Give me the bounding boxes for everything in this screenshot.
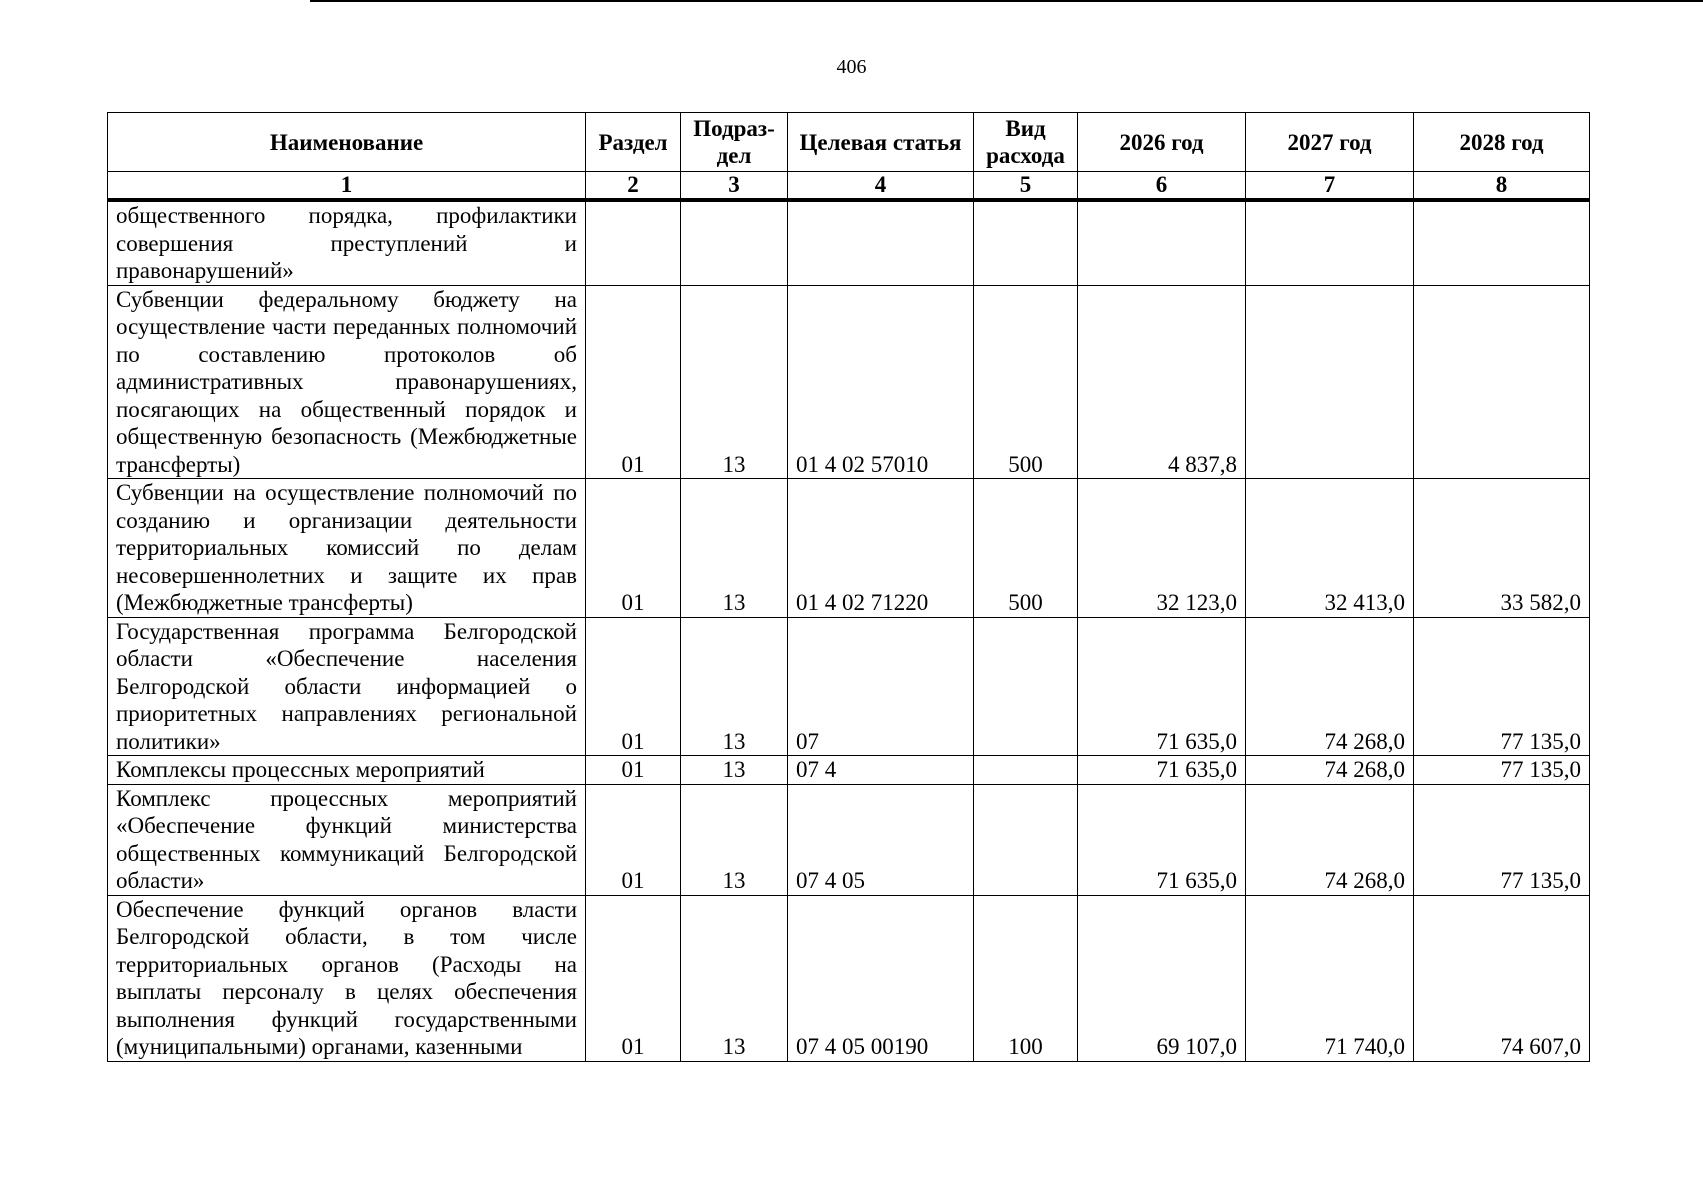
column-number: 8	[1414, 172, 1590, 201]
row-2026: 71 635,0	[1078, 617, 1246, 756]
row-2027	[1246, 285, 1414, 479]
column-number: 5	[974, 172, 1078, 201]
row-name: Обеспечение функций органов власти Белгородской области, в том числе территориальных органов (Расходы на выплаты персоналу в целях обеспечения выполнения функций государственными (муниципальными) органами, казенными	[108, 895, 586, 1061]
row-vid: 100	[974, 895, 1078, 1061]
row-2026: 71 635,0	[1078, 756, 1246, 785]
row-celevaya: 07 4 05 00190	[788, 895, 974, 1061]
table-row	[108, 617, 1590, 756]
row-razdel: 01	[586, 617, 681, 756]
row-2027: 74 268,0	[1246, 617, 1414, 756]
row-podrazdel: 13	[681, 285, 788, 479]
row-celevaya: 01 4 02 57010	[788, 285, 974, 479]
row-razdel	[586, 200, 681, 285]
row-2026: 71 635,0	[1078, 784, 1246, 895]
header-vid: Вид расхода	[974, 113, 1078, 172]
row-2028: 77 135,0	[1414, 784, 1590, 895]
row-podrazdel: 13	[681, 784, 788, 895]
row-vid	[974, 784, 1078, 895]
row-name: Государственная программа Белгородской области «Обеспечение населения Белгородской области информацией о приоритетных направлениях региональной политики»	[108, 617, 586, 756]
row-razdel: 01	[586, 479, 681, 618]
row-2027: 32 413,0	[1246, 479, 1414, 618]
table-row	[108, 285, 1590, 479]
row-name: Комплексы процессных мероприятий	[108, 756, 586, 785]
table-row	[108, 756, 1590, 785]
row-2028: 77 135,0	[1414, 617, 1590, 756]
row-2026: 4 837,8	[1078, 285, 1246, 479]
row-2028: 74 607,0	[1414, 895, 1590, 1061]
header-celevaya: Целевая статья	[788, 113, 974, 172]
row-podrazdel: 13	[681, 479, 788, 618]
row-name: Субвенции на осуществление полномочий по созданию и организации деятельности территориальных комиссий по делам несовершеннолетних и защите их прав (Межбюджетные трансферты)	[108, 479, 586, 618]
row-celevaya: 01 4 02 71220	[788, 479, 974, 618]
header-razdel: Раздел	[586, 113, 681, 172]
row-podrazdel: 13	[681, 617, 788, 756]
header-2027: 2027 год	[1246, 113, 1414, 172]
row-2028	[1414, 200, 1590, 285]
header-2026: 2026 год	[1078, 113, 1246, 172]
row-podrazdel: 13	[681, 756, 788, 785]
header-name: Наименование	[108, 113, 586, 172]
row-2028: 33 582,0	[1414, 479, 1590, 618]
column-number: 3	[681, 172, 788, 201]
row-podrazdel: 13	[681, 895, 788, 1061]
row-2027: 71 740,0	[1246, 895, 1414, 1061]
row-2028	[1414, 285, 1590, 479]
column-number-row	[108, 172, 1590, 201]
row-2027	[1246, 200, 1414, 285]
row-2026: 32 123,0	[1078, 479, 1246, 618]
column-number: 4	[788, 172, 974, 201]
row-celevaya: 07	[788, 617, 974, 756]
row-vid	[974, 200, 1078, 285]
row-vid	[974, 756, 1078, 785]
table-row	[108, 784, 1590, 895]
row-2028: 77 135,0	[1414, 756, 1590, 785]
row-name: Комплекс процессных мероприятий «Обеспечение функций министерства общественных коммуникаций Белгородской области»	[108, 784, 586, 895]
row-podrazdel	[681, 200, 788, 285]
row-2026	[1078, 200, 1246, 285]
budget-table	[107, 112, 1590, 1062]
row-vid: 500	[974, 285, 1078, 479]
row-razdel: 01	[586, 895, 681, 1061]
header-row	[108, 113, 1590, 172]
table-row	[108, 479, 1590, 618]
row-vid	[974, 617, 1078, 756]
row-name: Субвенции федеральному бюджету на осуществление части переданных полномочий по составлению протоколов об административных правонарушениях, посягающих на общественный порядок и общественную безопасность (Межбюджетные трансферты)	[108, 285, 586, 479]
row-2027: 74 268,0	[1246, 784, 1414, 895]
column-number: 1	[108, 172, 586, 201]
row-2027: 74 268,0	[1246, 756, 1414, 785]
column-number: 2	[586, 172, 681, 201]
row-vid: 500	[974, 479, 1078, 618]
row-2026: 69 107,0	[1078, 895, 1246, 1061]
row-name: общественного порядка, профилактики совершения преступлений и правонарушений»	[108, 200, 586, 285]
row-razdel: 01	[586, 756, 681, 785]
top-rule	[310, 0, 1703, 2]
table-row	[108, 200, 1590, 285]
row-celevaya: 07 4	[788, 756, 974, 785]
page-number: 406	[836, 56, 867, 78]
row-razdel: 01	[586, 285, 681, 479]
table-row	[108, 895, 1590, 1061]
column-number: 7	[1246, 172, 1414, 201]
row-celevaya	[788, 200, 974, 285]
row-razdel: 01	[586, 784, 681, 895]
column-number: 6	[1078, 172, 1246, 201]
row-celevaya: 07 4 05	[788, 784, 974, 895]
header-2028: 2028 год	[1414, 113, 1590, 172]
header-podrazdel: Подраз-дел	[681, 113, 788, 172]
